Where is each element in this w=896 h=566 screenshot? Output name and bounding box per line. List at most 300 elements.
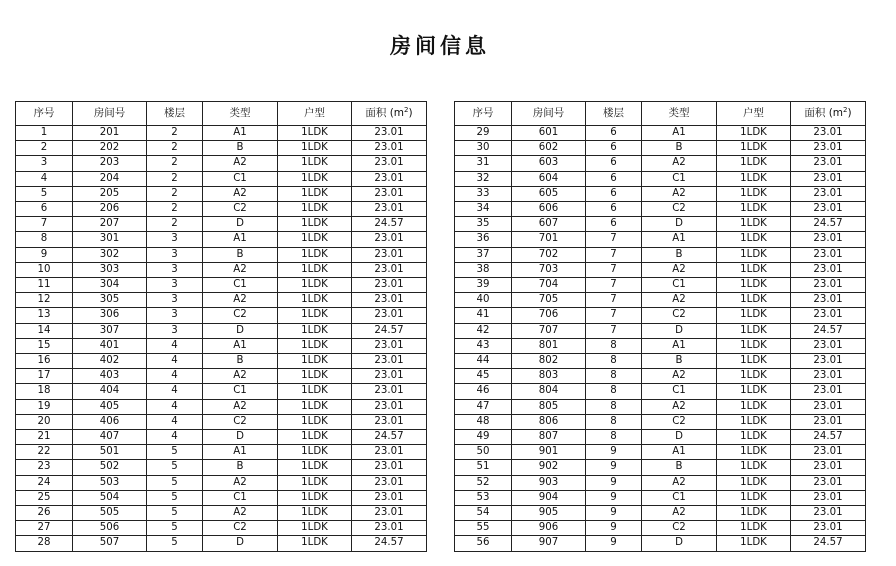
header-index: 序号 — [16, 102, 73, 126]
cell-index: 18 — [16, 384, 73, 399]
cell-area: 23.01 — [352, 202, 427, 217]
table-row — [16, 430, 427, 445]
cell-area: 23.01 — [791, 506, 866, 521]
cell-index: 47 — [455, 399, 512, 414]
cell-area: 23.01 — [352, 141, 427, 156]
cell-area: 23.01 — [791, 308, 866, 323]
cell-area: 23.01 — [352, 475, 427, 490]
cell-area: 23.01 — [791, 262, 866, 277]
cell-room-number: 705 — [512, 293, 586, 308]
cell-room-number: 401 — [73, 338, 147, 353]
header-room-number: 房间号 — [512, 102, 586, 126]
table-row — [16, 202, 427, 217]
cell-floor: 8 — [586, 338, 642, 353]
cell-type: A1 — [642, 232, 717, 247]
cell-type: C1 — [642, 171, 717, 186]
cell-floor: 7 — [586, 308, 642, 323]
table-row — [16, 369, 427, 384]
cell-area: 23.01 — [791, 338, 866, 353]
table-body-right — [455, 126, 866, 552]
table-row — [16, 384, 427, 399]
cell-index: 55 — [455, 521, 512, 536]
cell-area: 24.57 — [352, 430, 427, 445]
cell-floor: 9 — [586, 460, 642, 475]
cell-type: A2 — [642, 475, 717, 490]
cell-layout: 1LDK — [717, 278, 791, 293]
cell-index: 56 — [455, 536, 512, 551]
table-row — [455, 369, 866, 384]
cell-room-number: 202 — [73, 141, 147, 156]
cell-area: 24.57 — [813, 537, 843, 549]
cell-floor: 6 — [586, 186, 642, 201]
cell-area: 23.01 — [791, 445, 866, 460]
header-area-label: 面积 (m — [804, 107, 844, 120]
table-row — [455, 354, 866, 369]
cell-floor: 2 — [147, 126, 203, 141]
cell-area: 23.01 — [352, 384, 427, 399]
cell-layout: 1LDK — [717, 430, 791, 445]
table-row — [455, 202, 866, 217]
cell-index: 5 — [16, 186, 73, 201]
cell-layout: 1LDK — [717, 232, 791, 247]
room-table-right — [454, 101, 866, 552]
cell-layout: 1LDK — [278, 262, 352, 277]
table-row — [16, 536, 427, 551]
cell-room-number: 703 — [512, 262, 586, 277]
cell-type: C2 — [203, 521, 278, 536]
cell-layout: 1LDK — [278, 308, 352, 323]
cell-layout: 1LDK — [278, 323, 352, 338]
cell-floor: 4 — [147, 414, 203, 429]
cell-floor: 3 — [147, 293, 203, 308]
table-row — [455, 126, 866, 141]
cell-index: 43 — [455, 338, 512, 353]
cell-type: B — [203, 354, 278, 369]
cell-index: 36 — [455, 232, 512, 247]
cell-area: 23.01 — [352, 247, 427, 262]
table-row — [455, 232, 866, 247]
cell-layout: 1LDK — [717, 490, 791, 505]
header-type: 类型 — [203, 102, 278, 126]
cell-type: A2 — [642, 399, 717, 414]
room-table-left — [15, 101, 427, 552]
cell-type: A2 — [203, 475, 278, 490]
cell-type: A1 — [203, 445, 278, 460]
cell-area: 23.01 — [352, 399, 427, 414]
table-row — [16, 338, 427, 353]
table-row — [16, 490, 427, 505]
cell-room-number: 507 — [73, 536, 147, 551]
cell-index: 21 — [16, 430, 73, 445]
cell-room-number: 402 — [73, 354, 147, 369]
cell-layout: 1LDK — [278, 338, 352, 353]
table-row — [455, 338, 866, 353]
cell-room-number: 707 — [512, 323, 586, 338]
cell-layout: 1LDK — [278, 278, 352, 293]
table-row — [16, 171, 427, 186]
cell-type: D — [642, 217, 717, 232]
cell-area: 23.01 — [352, 490, 427, 505]
table-row — [455, 217, 866, 232]
cell-type: A2 — [642, 506, 717, 521]
table-row — [455, 445, 866, 460]
header-area-close: ) — [847, 107, 852, 120]
table-row — [16, 247, 427, 262]
header-area-close: ) — [408, 107, 413, 120]
cell-floor: 2 — [147, 202, 203, 217]
cell-room-number: 602 — [512, 141, 586, 156]
cell-area: 23.01 — [352, 156, 427, 171]
cell-floor: 6 — [586, 141, 642, 156]
cell-room-number: 405 — [73, 399, 147, 414]
cell-area: 23.01 — [352, 506, 427, 521]
table-row — [16, 217, 427, 232]
cell-floor: 8 — [586, 399, 642, 414]
table-row — [16, 354, 427, 369]
table-row — [16, 506, 427, 521]
table-row — [455, 430, 866, 445]
cell-type: A2 — [642, 293, 717, 308]
table-row — [16, 521, 427, 536]
cell-floor: 4 — [147, 399, 203, 414]
cell-index: 51 — [455, 460, 512, 475]
table-row — [455, 384, 866, 399]
cell-room-number: 506 — [73, 521, 147, 536]
cell-floor: 9 — [586, 536, 642, 551]
table-row — [455, 262, 866, 277]
cell-type: C1 — [203, 171, 278, 186]
table-row — [16, 475, 427, 490]
cell-room-number: 605 — [512, 186, 586, 201]
table-row — [16, 141, 427, 156]
cell-floor: 8 — [586, 430, 642, 445]
header-floor: 楼层 — [147, 102, 203, 126]
cell-layout: 1LDK — [278, 156, 352, 171]
cell-layout: 1LDK — [717, 506, 791, 521]
cell-index: 3 — [16, 156, 73, 171]
cell-type: C2 — [203, 308, 278, 323]
cell-layout: 1LDK — [717, 399, 791, 414]
cell-floor: 6 — [586, 171, 642, 186]
cell-room-number: 203 — [73, 156, 147, 171]
table-row — [16, 232, 427, 247]
table-row — [455, 171, 866, 186]
cell-room-number: 805 — [512, 399, 586, 414]
cell-area: 23.01 — [352, 293, 427, 308]
cell-area: 23.01 — [352, 126, 427, 141]
cell-type: D — [642, 536, 717, 551]
cell-area: 24.57 — [791, 217, 866, 232]
cell-type: B — [642, 141, 717, 156]
cell-floor: 3 — [147, 323, 203, 338]
cell-room-number: 902 — [512, 460, 586, 475]
cell-type: C1 — [203, 490, 278, 505]
cell-floor: 5 — [147, 490, 203, 505]
cell-floor: 8 — [586, 354, 642, 369]
cell-type: A2 — [642, 186, 717, 201]
cell-floor: 5 — [147, 475, 203, 490]
cell-room-number: 406 — [73, 414, 147, 429]
cell-area: 24.57 — [352, 323, 427, 338]
header-layout: 户型 — [278, 102, 352, 126]
cell-type: D — [203, 323, 278, 338]
cell-layout: 1LDK — [717, 384, 791, 399]
cell-layout: 1LDK — [278, 171, 352, 186]
cell-layout: 1LDK — [717, 521, 791, 536]
cell-layout: 1LDK — [717, 369, 791, 384]
cell-room-number: 305 — [73, 293, 147, 308]
cell-layout: 1LDK — [278, 186, 352, 201]
cell-layout: 1LDK — [278, 247, 352, 262]
table-row — [16, 126, 427, 141]
cell-area: 23.01 — [352, 521, 427, 536]
cell-layout: 1LDK — [717, 308, 791, 323]
cell-layout: 1LDK — [717, 126, 791, 141]
cell-area: 23.01 — [791, 384, 866, 399]
cell-floor: 7 — [586, 293, 642, 308]
cell-layout: 1LDK — [717, 156, 791, 171]
cell-area: 23.01 — [791, 126, 866, 141]
cell-floor: 6 — [586, 202, 642, 217]
table-row — [455, 414, 866, 429]
cell-floor: 2 — [147, 156, 203, 171]
cell-index: 40 — [455, 293, 512, 308]
cell-index: 25 — [16, 490, 73, 505]
cell-area: 23.01 — [352, 354, 427, 369]
cell-type: C1 — [642, 278, 717, 293]
cell-index: 17 — [16, 369, 73, 384]
cell-layout: 1LDK — [278, 490, 352, 505]
cell-type: A1 — [203, 126, 278, 141]
cell-floor: 8 — [586, 414, 642, 429]
cell-index: 26 — [16, 506, 73, 521]
cell-floor: 3 — [147, 308, 203, 323]
cell-index: 32 — [455, 171, 512, 186]
cell-floor: 2 — [147, 186, 203, 201]
cell-index: 10 — [16, 262, 73, 277]
cell-type: A1 — [203, 232, 278, 247]
cell-floor: 7 — [586, 232, 642, 247]
cell-index: 50 — [455, 445, 512, 460]
cell-area: 23.01 — [352, 445, 427, 460]
cell-floor: 5 — [147, 506, 203, 521]
cell-type: A2 — [203, 262, 278, 277]
table-row — [455, 460, 866, 475]
cell-type: D — [203, 430, 278, 445]
cell-room-number: 502 — [73, 460, 147, 475]
cell-layout: 1LDK — [717, 475, 791, 490]
cell-index: 45 — [455, 369, 512, 384]
cell-area: 23.01 — [352, 414, 427, 429]
cell-index: 38 — [455, 262, 512, 277]
cell-layout: 1LDK — [278, 430, 352, 445]
cell-area: 23.01 — [791, 521, 866, 536]
cell-type: D — [642, 323, 717, 338]
table-row — [16, 308, 427, 323]
cell-index: 12 — [16, 293, 73, 308]
cell-type: C1 — [203, 384, 278, 399]
table-row — [16, 414, 427, 429]
cell-area: 23.01 — [352, 369, 427, 384]
cell-area: 24.57 — [791, 323, 866, 338]
cell-type: C2 — [642, 521, 717, 536]
cell-layout: 1LDK — [717, 262, 791, 277]
cell-floor: 7 — [586, 247, 642, 262]
cell-area: 23.01 — [352, 308, 427, 323]
header-layout: 户型 — [717, 102, 791, 126]
header-floor: 楼层 — [586, 102, 642, 126]
cell-type: B — [203, 460, 278, 475]
table-row — [455, 247, 866, 262]
cell-area: 23.01 — [352, 460, 427, 475]
cell-room-number: 504 — [73, 490, 147, 505]
cell-type: A2 — [642, 156, 717, 171]
cell-type: A1 — [642, 445, 717, 460]
header-area — [352, 102, 427, 126]
cell-floor: 8 — [586, 384, 642, 399]
cell-layout: 1LDK — [717, 414, 791, 429]
cell-index: 31 — [455, 156, 512, 171]
cell-room-number: 702 — [512, 247, 586, 262]
cell-room-number: 904 — [512, 490, 586, 505]
cell-area: 23.01 — [352, 262, 427, 277]
cell-room-number: 905 — [512, 506, 586, 521]
table-row — [455, 323, 866, 338]
cell-floor: 9 — [586, 521, 642, 536]
cell-area: 23.01 — [791, 475, 866, 490]
cell-floor: 3 — [147, 278, 203, 293]
cell-area: 23.01 — [352, 232, 427, 247]
cell-room-number: 603 — [512, 156, 586, 171]
cell-layout: 1LDK — [278, 232, 352, 247]
cell-type: A2 — [203, 156, 278, 171]
header-type: 类型 — [642, 102, 717, 126]
cell-room-number: 204 — [73, 171, 147, 186]
cell-area: 23.01 — [791, 490, 866, 505]
page-title: 房间信息 — [390, 33, 490, 58]
cell-index: 15 — [16, 338, 73, 353]
cell-index: 42 — [455, 323, 512, 338]
cell-index: 23 — [16, 460, 73, 475]
cell-floor: 3 — [147, 247, 203, 262]
table-row — [16, 156, 427, 171]
cell-area: 23.01 — [791, 369, 866, 384]
cell-area: 23.01 — [352, 338, 427, 353]
cell-index: 30 — [455, 141, 512, 156]
table-row — [16, 445, 427, 460]
cell-type: C1 — [642, 490, 717, 505]
cell-area: 23.01 — [791, 354, 866, 369]
cell-layout: 1LDK — [717, 186, 791, 201]
cell-floor: 9 — [586, 490, 642, 505]
cell-room-number: 303 — [73, 262, 147, 277]
cell-layout: 1LDK — [717, 171, 791, 186]
cell-type: D — [203, 536, 278, 551]
cell-type: C2 — [642, 414, 717, 429]
header-area-label: 面积 (m — [365, 107, 405, 120]
cell-floor: 7 — [586, 278, 642, 293]
cell-type: C2 — [642, 202, 717, 217]
cell-index: 33 — [455, 186, 512, 201]
cell-type: D — [642, 430, 717, 445]
cell-index: 8 — [16, 232, 73, 247]
table-row — [455, 490, 866, 505]
cell-type: B — [203, 247, 278, 262]
cell-room-number: 704 — [512, 278, 586, 293]
table-header-row — [16, 102, 427, 126]
header-area-superscript: 2 — [404, 106, 409, 115]
cell-room-number: 404 — [73, 384, 147, 399]
cell-index: 14 — [16, 323, 73, 338]
cell-room-number: 207 — [73, 217, 147, 232]
cell-index: 37 — [455, 247, 512, 262]
cell-room-number: 501 — [73, 445, 147, 460]
cell-room-number: 304 — [73, 278, 147, 293]
cell-room-number: 804 — [512, 384, 586, 399]
cell-room-number: 505 — [73, 506, 147, 521]
cell-floor: 5 — [147, 536, 203, 551]
cell-index: 46 — [455, 384, 512, 399]
cell-area: 23.01 — [791, 202, 866, 217]
cell-type: D — [203, 217, 278, 232]
table-row — [455, 293, 866, 308]
cell-index: 28 — [16, 536, 73, 551]
cell-room-number: 306 — [73, 308, 147, 323]
cell-layout: 1LDK — [717, 141, 791, 156]
cell-floor: 2 — [147, 141, 203, 156]
header-index: 序号 — [455, 102, 512, 126]
cell-index: 7 — [16, 217, 73, 232]
cell-room-number: 806 — [512, 414, 586, 429]
cell-room-number: 802 — [512, 354, 586, 369]
cell-room-number: 604 — [512, 171, 586, 186]
cell-index: 52 — [455, 475, 512, 490]
cell-type: C1 — [642, 384, 717, 399]
cell-room-number: 607 — [512, 217, 586, 232]
cell-type: A2 — [203, 399, 278, 414]
cell-floor: 7 — [586, 323, 642, 338]
cell-type: A1 — [642, 126, 717, 141]
table-row — [16, 262, 427, 277]
cell-room-number: 301 — [73, 232, 147, 247]
table-row — [16, 460, 427, 475]
cell-index: 1 — [16, 126, 73, 141]
cell-layout: 1LDK — [278, 521, 352, 536]
cell-index: 39 — [455, 278, 512, 293]
cell-floor: 4 — [147, 369, 203, 384]
cell-floor: 2 — [147, 171, 203, 186]
cell-index: 2 — [16, 141, 73, 156]
cell-layout: 1LDK — [278, 475, 352, 490]
cell-room-number: 601 — [512, 126, 586, 141]
cell-area: 23.01 — [791, 141, 866, 156]
cell-layout: 1LDK — [717, 445, 791, 460]
cell-layout: 1LDK — [717, 217, 791, 232]
cell-layout: 1LDK — [717, 354, 791, 369]
cell-area: 23.01 — [791, 414, 866, 429]
cell-area: 23.01 — [791, 293, 866, 308]
cell-floor: 2 — [147, 217, 203, 232]
cell-floor: 9 — [586, 445, 642, 460]
cell-layout: 1LDK — [717, 247, 791, 262]
cell-type: C2 — [203, 202, 278, 217]
cell-floor: 5 — [147, 445, 203, 460]
cell-type: A2 — [642, 369, 717, 384]
table-body-left — [16, 126, 427, 552]
cell-index: 41 — [455, 308, 512, 323]
cell-room-number: 706 — [512, 308, 586, 323]
cell-area: 23.01 — [352, 186, 427, 201]
